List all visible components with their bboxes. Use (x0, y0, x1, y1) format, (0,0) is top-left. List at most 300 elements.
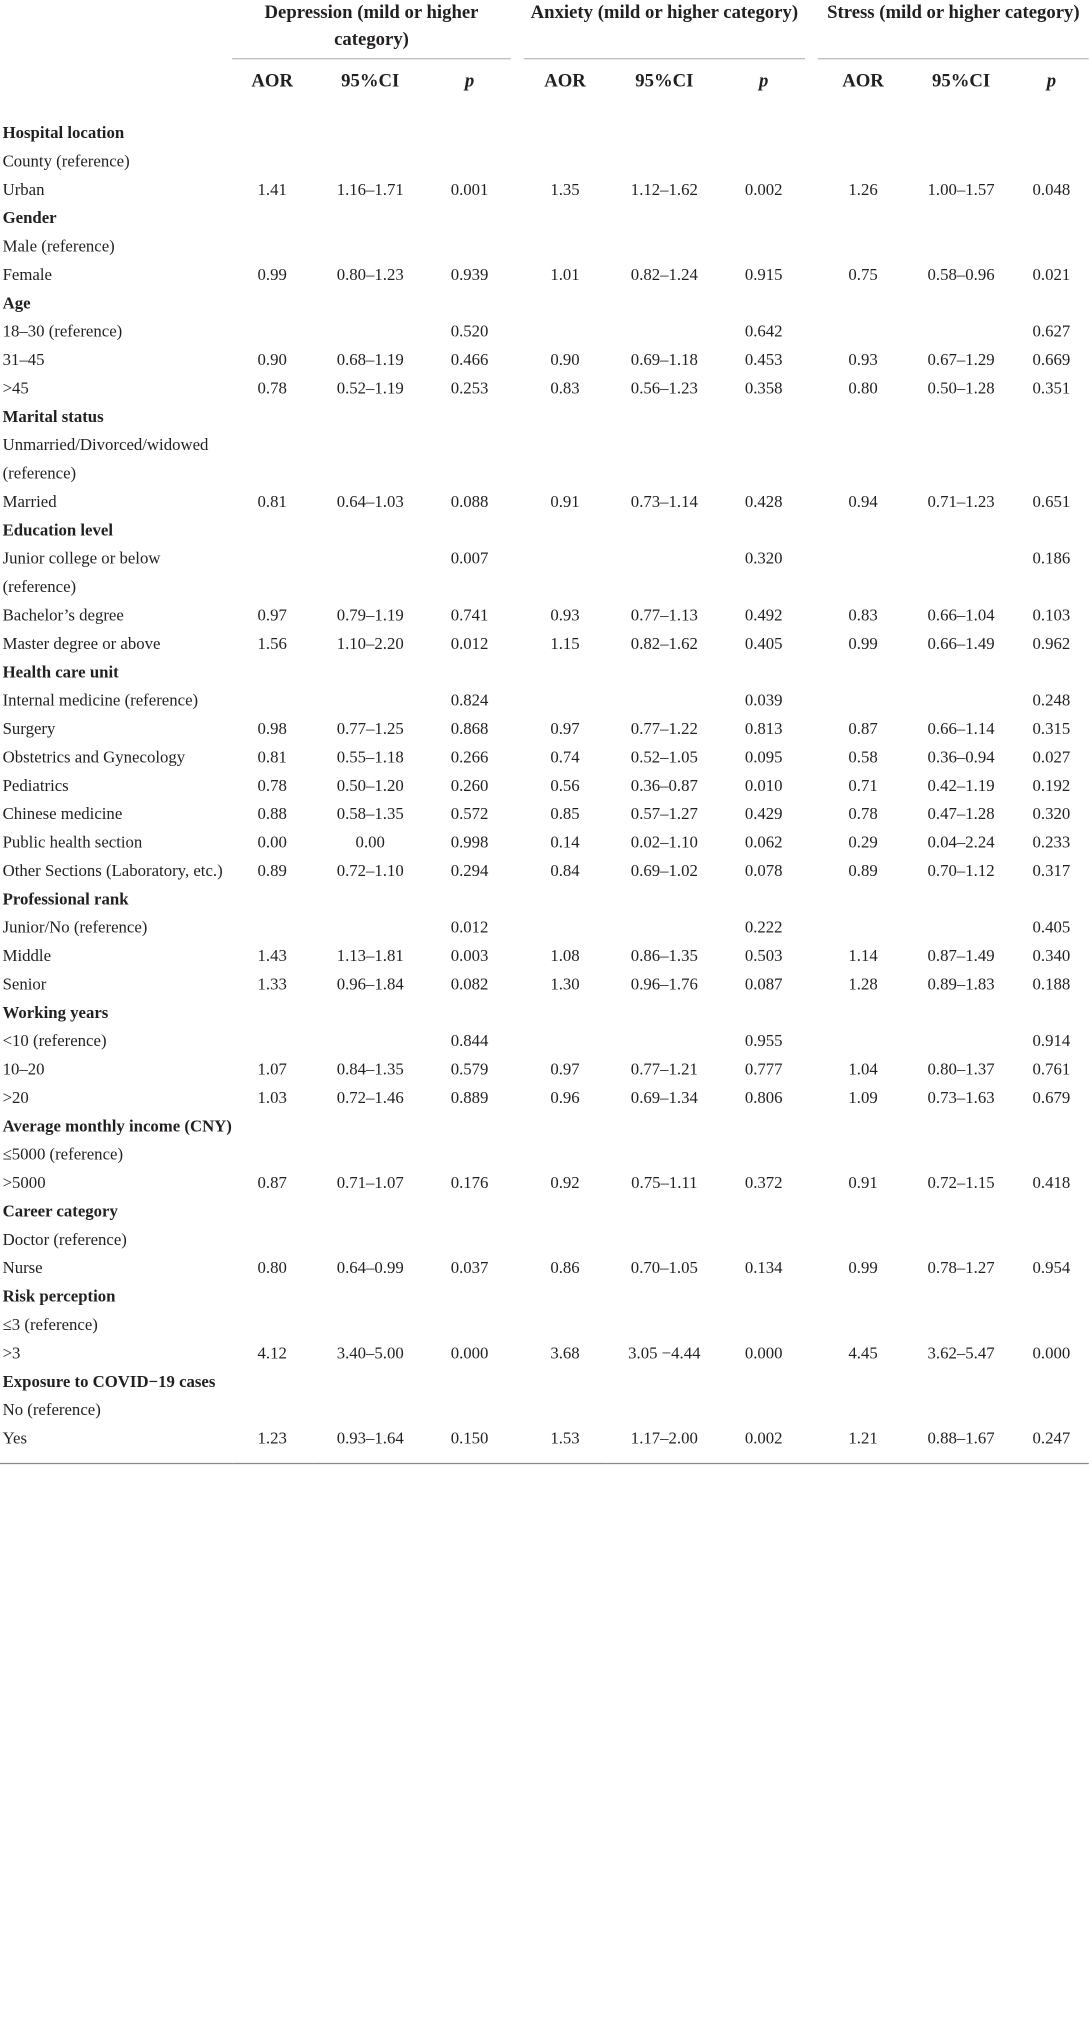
column-gap (805, 232, 818, 260)
table-row (0, 686, 1089, 714)
aor-cell: 0.75 (848, 263, 878, 284)
section-title: Professional rank (2, 888, 129, 908)
column-gap (511, 600, 524, 628)
ci-cell (312, 913, 428, 941)
aor-cell (818, 913, 908, 941)
p-cell: 0.000 (744, 1342, 783, 1362)
column-gap (511, 686, 524, 714)
column-gap (511, 1140, 524, 1168)
table-body (0, 110, 1089, 1463)
aor-cell (818, 146, 908, 174)
ci-cell (312, 317, 428, 345)
ci-cell (908, 430, 1014, 487)
ci-cell: 0.75–1.11 (631, 1171, 698, 1192)
column-gap (511, 742, 524, 770)
ci-cell: 0.78–1.27 (927, 1257, 995, 1277)
column-gap (805, 1055, 818, 1083)
p-cell: 0.103 (1032, 604, 1071, 624)
column-gap (511, 714, 524, 742)
p-cell: 0.002 (744, 178, 783, 199)
aor-cell: 0.97 (257, 604, 287, 624)
p-cell: 0.248 (1032, 689, 1071, 709)
table-row (0, 430, 1089, 487)
ci-cell: 0.72–1.46 (336, 1086, 404, 1107)
table-row (0, 828, 1089, 856)
column-gap (511, 487, 524, 515)
ci-cell (606, 146, 722, 174)
table-row (0, 260, 1089, 288)
row-label: Urban (2, 178, 45, 199)
aor-cell (524, 544, 607, 601)
ci-cell (312, 1310, 428, 1338)
ci-cell (908, 1310, 1014, 1338)
row-label: >45 (2, 377, 29, 397)
column-gap (805, 345, 818, 373)
ci-cell: 0.55–1.18 (336, 746, 404, 766)
p-cell (722, 1310, 805, 1338)
column-gap (805, 317, 818, 345)
ci-cell: 1.00–1.57 (927, 178, 995, 199)
ci-cell (908, 146, 1014, 174)
aor-cell: 0.83 (848, 604, 878, 624)
aor-cell: 0.85 (550, 803, 580, 823)
p-cell: 0.186 (1032, 547, 1071, 567)
group-header-depression: Depression (mild or higher category) (264, 2, 479, 51)
ci-cell: 0.52–1.05 (630, 746, 698, 766)
aor-cell: 0.87 (848, 717, 878, 738)
column-gap (805, 544, 818, 601)
p-cell: 0.669 (1032, 348, 1071, 369)
section-title: Risk perception (2, 1285, 116, 1305)
aor-cell (524, 430, 607, 487)
ci-cell: 0.36–0.94 (927, 746, 995, 766)
ci-cell (908, 686, 1014, 714)
row-label: >20 (2, 1086, 29, 1107)
aor-cell (232, 430, 312, 487)
p-cell (722, 146, 805, 174)
section-title: Gender (2, 207, 57, 227)
ci-cell (312, 1225, 428, 1253)
column-gap (511, 799, 524, 827)
section-row (0, 1196, 1089, 1224)
aor-cell: 1.56 (257, 632, 287, 653)
ci-cell: 0.69–1.02 (630, 859, 698, 880)
ci-cell: 0.93–1.64 (336, 1427, 404, 1447)
aor-cell: 0.00 (257, 831, 287, 851)
column-gap (511, 232, 524, 260)
ci-cell: 0.82–1.62 (630, 632, 698, 653)
column-gap (511, 941, 524, 969)
ci-cell: 0.77–1.13 (630, 604, 698, 624)
column-header-p: p (1046, 70, 1057, 91)
column-gap (511, 373, 524, 401)
column-gap (805, 487, 818, 515)
p-cell: 0.150 (450, 1427, 489, 1447)
section-title: Career category (2, 1200, 118, 1220)
p-cell (428, 1310, 511, 1338)
column-gap (805, 799, 818, 827)
ci-cell: 0.89–1.83 (927, 973, 995, 993)
column-header-p: p (464, 70, 475, 91)
row-label: >3 (2, 1342, 21, 1362)
column-gap (805, 629, 818, 657)
aor-cell: 0.89 (257, 859, 287, 880)
aor-cell: 1.04 (848, 1058, 878, 1078)
p-cell: 0.003 (450, 944, 489, 965)
aor-cell (232, 686, 312, 714)
p-cell: 0.761 (1032, 1058, 1071, 1078)
ci-cell: 0.69–1.18 (630, 348, 698, 369)
p-cell: 0.233 (1032, 831, 1071, 851)
ci-cell (312, 232, 428, 260)
p-cell: 0.087 (744, 973, 783, 993)
ci-cell: 0.77–1.25 (336, 717, 404, 738)
p-cell: 0.010 (744, 774, 783, 794)
p-cell: 0.134 (744, 1257, 783, 1277)
aor-cell (524, 1395, 607, 1423)
p-cell: 0.824 (450, 689, 489, 709)
ci-cell (312, 146, 428, 174)
aor-cell (818, 1225, 908, 1253)
p-cell (1014, 430, 1089, 487)
table-row (0, 1026, 1089, 1054)
column-gap (805, 430, 818, 487)
section-row (0, 402, 1089, 430)
p-cell: 0.955 (744, 1030, 783, 1050)
aor-cell: 0.81 (257, 746, 287, 766)
ci-cell: 1.10–2.20 (336, 632, 404, 653)
column-header-ci: 95%CI (635, 70, 694, 91)
aor-cell (818, 317, 908, 345)
column-gap (805, 771, 818, 799)
section-row (0, 110, 1089, 146)
section-row (0, 657, 1089, 685)
aor-cell: 0.86 (550, 1257, 580, 1277)
ci-cell: 0.73–1.14 (630, 490, 698, 511)
aor-cell (818, 430, 908, 487)
ci-cell (908, 1140, 1014, 1168)
aor-cell (232, 1026, 312, 1054)
p-cell (428, 146, 511, 174)
ci-cell: 0.04–2.24 (927, 831, 995, 851)
aor-cell (232, 1395, 312, 1423)
group-header-stress: Stress (mild or higher category) (827, 2, 1080, 24)
ci-cell: 0.66–1.14 (927, 717, 995, 738)
p-cell: 0.962 (1032, 632, 1071, 653)
column-gap (511, 969, 524, 997)
aor-cell: 1.01 (550, 263, 580, 284)
row-label: Bachelor’s degree (2, 604, 124, 624)
p-cell: 0.253 (450, 377, 489, 397)
table-row (0, 544, 1089, 601)
aor-cell: 0.89 (848, 859, 878, 880)
aor-cell: 0.29 (848, 831, 878, 851)
p-cell: 0.000 (1032, 1342, 1071, 1362)
p-cell: 0.039 (744, 689, 783, 709)
p-cell (722, 232, 805, 260)
aor-cell: 0.99 (848, 632, 878, 653)
column-gap (805, 828, 818, 856)
ci-cell: 0.66–1.49 (927, 632, 995, 653)
column-header-aor: AOR (251, 70, 293, 91)
aor-cell: 0.78 (257, 774, 287, 794)
column-gap (805, 146, 818, 174)
ci-cell: 0.58–1.35 (336, 803, 404, 823)
ci-cell: 0.52–1.19 (336, 377, 404, 397)
ci-cell: 0.86–1.35 (630, 944, 698, 965)
ci-cell (606, 317, 722, 345)
ci-cell: 0.00 (355, 831, 385, 851)
aor-cell: 0.91 (848, 1171, 878, 1192)
aor-cell: 0.93 (550, 604, 580, 624)
column-gap (805, 1395, 818, 1423)
row-label: Female (2, 263, 52, 284)
ci-cell: 0.70–1.12 (927, 859, 995, 880)
column-gap (805, 1083, 818, 1111)
aor-cell (818, 1310, 908, 1338)
column-gap (805, 1026, 818, 1054)
ci-cell (606, 1026, 722, 1054)
aor-cell (524, 686, 607, 714)
column-gap (511, 1338, 524, 1366)
ci-cell: 3.05 −4.44 (628, 1342, 701, 1362)
aor-cell: 1.53 (550, 1427, 580, 1447)
aor-cell (232, 1140, 312, 1168)
p-cell: 0.222 (744, 916, 783, 936)
p-cell: 0.679 (1032, 1086, 1071, 1107)
p-cell: 0.000 (450, 1342, 489, 1362)
table-row (0, 742, 1089, 770)
aor-cell: 1.35 (550, 178, 580, 199)
ci-cell: 0.82–1.24 (630, 263, 698, 284)
p-cell: 0.492 (744, 604, 783, 624)
ci-cell (606, 430, 722, 487)
row-label: No (reference) (2, 1399, 101, 1419)
ci-cell (908, 232, 1014, 260)
table-row (0, 345, 1089, 373)
p-cell: 0.048 (1032, 178, 1071, 199)
p-cell: 0.998 (450, 831, 489, 851)
p-cell: 0.627 (1032, 320, 1071, 340)
section-row (0, 515, 1089, 543)
p-cell: 0.320 (1032, 803, 1071, 823)
p-cell: 0.642 (744, 320, 783, 340)
section-row (0, 1367, 1089, 1395)
column-gap (511, 544, 524, 601)
ci-cell (312, 1140, 428, 1168)
table-row (0, 1083, 1089, 1111)
column-gap (511, 913, 524, 941)
ci-cell: 0.64–0.99 (336, 1257, 404, 1277)
aor-cell (232, 913, 312, 941)
p-cell (722, 1225, 805, 1253)
aor-cell: 0.92 (550, 1171, 580, 1192)
p-cell: 0.418 (1032, 1171, 1071, 1192)
p-cell (428, 1225, 511, 1253)
p-cell: 0.247 (1032, 1427, 1071, 1447)
p-cell: 0.078 (744, 859, 783, 880)
table-row (0, 232, 1089, 260)
column-gap (511, 1424, 524, 1452)
aor-cell: 0.80 (848, 377, 878, 397)
aor-cell: 4.12 (257, 1342, 287, 1362)
row-label: >5000 (2, 1171, 46, 1192)
aor-cell (232, 1225, 312, 1253)
p-cell: 0.095 (744, 746, 783, 766)
p-cell: 0.579 (450, 1058, 489, 1078)
column-gap (511, 828, 524, 856)
table-row (0, 373, 1089, 401)
aor-cell: 0.56 (550, 774, 580, 794)
ci-cell: 0.96–1.84 (336, 973, 404, 993)
aor-cell (232, 232, 312, 260)
p-cell: 0.315 (1032, 717, 1071, 738)
ci-cell (606, 1395, 722, 1423)
aor-cell (818, 232, 908, 260)
row-label: Male (reference) (2, 235, 115, 255)
p-cell: 0.651 (1032, 490, 1071, 511)
column-gap (805, 913, 818, 941)
column-gap (805, 1424, 818, 1452)
aor-cell (524, 1310, 607, 1338)
ci-cell (312, 1026, 428, 1054)
p-cell: 0.358 (744, 377, 783, 397)
table-row (0, 1140, 1089, 1168)
column-gap (805, 1225, 818, 1253)
row-label: <10 (reference) (2, 1030, 107, 1050)
p-cell: 0.188 (1032, 973, 1071, 993)
aor-cell (524, 1225, 607, 1253)
aor-cell: 1.41 (257, 178, 287, 199)
aor-cell: 0.83 (550, 377, 580, 397)
p-cell: 0.192 (1032, 774, 1071, 794)
ci-cell: 0.72–1.15 (927, 1171, 995, 1192)
column-gap (511, 856, 524, 884)
p-cell: 0.317 (1032, 859, 1071, 880)
aor-cell: 0.58 (848, 746, 878, 766)
column-gap (805, 600, 818, 628)
p-cell: 0.915 (744, 263, 783, 284)
ci-cell: 0.50–1.20 (336, 774, 404, 794)
column-header-p: p (759, 70, 769, 91)
ci-cell (908, 913, 1014, 941)
p-cell: 0.741 (450, 604, 489, 624)
section-title: Age (2, 292, 31, 312)
column-gap (511, 1026, 524, 1054)
table-row (0, 799, 1089, 827)
p-cell: 0.429 (744, 803, 783, 823)
p-cell (722, 1140, 805, 1168)
ci-cell (312, 430, 428, 487)
column-gap (805, 686, 818, 714)
aor-cell: 0.74 (550, 746, 580, 766)
row-label: Married (2, 490, 57, 511)
aor-cell: 0.98 (257, 717, 287, 738)
table-row (0, 856, 1089, 884)
p-cell (428, 1140, 511, 1168)
section-row (0, 1111, 1089, 1139)
column-gap (805, 1253, 818, 1281)
aor-cell (232, 1310, 312, 1338)
section-row (0, 884, 1089, 912)
p-cell (1014, 146, 1089, 174)
p-cell: 0.012 (450, 916, 489, 936)
section-title: Education level (2, 519, 113, 539)
column-gap (511, 1225, 524, 1253)
table-row (0, 487, 1089, 515)
aor-cell (232, 544, 312, 601)
table-row (0, 969, 1089, 997)
p-cell: 0.813 (744, 717, 783, 738)
p-cell: 0.914 (1032, 1030, 1071, 1050)
ci-cell (606, 913, 722, 941)
column-gap (511, 345, 524, 373)
section-row (0, 1282, 1089, 1310)
ci-cell: 0.73–1.63 (927, 1086, 995, 1107)
p-cell: 0.954 (1032, 1257, 1071, 1277)
ci-cell: 0.69–1.34 (630, 1086, 698, 1107)
row-label: Surgery (2, 717, 56, 738)
p-cell: 0.002 (744, 1427, 783, 1447)
row-label: Junior/No (reference) (2, 916, 148, 936)
ci-cell (606, 544, 722, 601)
row-label: Yes (2, 1427, 27, 1447)
ci-cell: 0.71–1.23 (927, 490, 995, 511)
aor-cell: 0.81 (257, 490, 287, 511)
column-gap (511, 1253, 524, 1281)
ci-cell: 0.56–1.23 (630, 377, 698, 397)
ci-cell (606, 1140, 722, 1168)
aor-cell (524, 1140, 607, 1168)
ci-cell: 0.80–1.37 (927, 1058, 995, 1078)
aor-cell (818, 544, 908, 601)
table-row (0, 913, 1089, 941)
row-label: 31–45 (2, 348, 45, 369)
ci-cell: 0.47–1.28 (927, 803, 995, 823)
p-cell: 0.082 (450, 973, 489, 993)
aor-cell: 0.99 (257, 263, 287, 284)
p-cell: 0.351 (1032, 377, 1071, 397)
column-gap (805, 742, 818, 770)
aor-cell (524, 146, 607, 174)
p-cell: 0.294 (450, 859, 489, 880)
p-cell: 0.520 (450, 320, 489, 340)
p-cell: 0.889 (450, 1086, 489, 1107)
column-gap (805, 941, 818, 969)
table-row (0, 1424, 1089, 1452)
row-label: ≤5000 (reference) (2, 1143, 124, 1163)
row-label: Middle (2, 944, 52, 965)
ci-cell (908, 317, 1014, 345)
ci-cell: 0.77–1.22 (630, 717, 698, 738)
aor-cell (818, 1395, 908, 1423)
ci-cell: 0.58–0.96 (927, 263, 995, 284)
p-cell: 0.806 (744, 1086, 783, 1107)
aor-cell (524, 913, 607, 941)
column-gap (805, 1338, 818, 1366)
aor-cell: 1.21 (848, 1427, 878, 1447)
column-gap (511, 1168, 524, 1196)
ci-cell: 0.88–1.67 (927, 1427, 995, 1447)
p-cell: 0.453 (744, 348, 783, 369)
p-cell (1014, 1395, 1089, 1423)
aor-cell: 0.78 (257, 377, 287, 397)
aor-cell: 1.15 (550, 632, 580, 653)
p-cell: 0.572 (450, 803, 489, 823)
aor-cell (818, 686, 908, 714)
column-gap (511, 260, 524, 288)
aor-cell: 0.91 (550, 490, 580, 511)
